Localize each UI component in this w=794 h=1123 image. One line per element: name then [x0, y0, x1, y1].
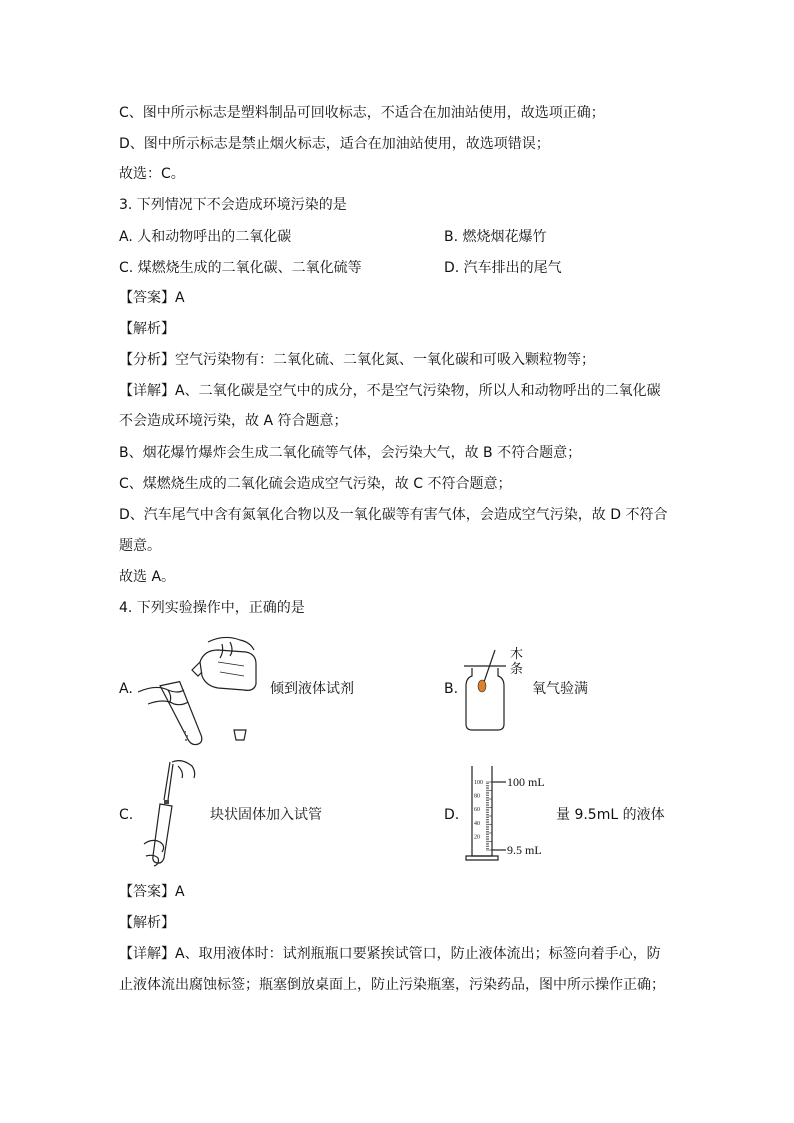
q4-option-b-letter: B. — [444, 681, 459, 697]
flame-icon — [478, 680, 486, 692]
q3-option-a: A. 人和动物呼出的二氧化碳 — [119, 229, 292, 245]
q3-option-c: C. 煤燃烧生成的二氧化碳、二氧化硫等 — [119, 260, 362, 276]
answer-line: 【答案】A — [119, 884, 185, 900]
text-line: 题意。 — [119, 538, 161, 554]
wood-stick-label: 木条 — [510, 647, 524, 677]
q3-option-b: B. 燃烧烟花爆竹 — [444, 229, 547, 245]
q4-option-d-caption: 量 9.5mL 的液体 — [556, 807, 665, 823]
text-line: D、汽车尾气中含有氮氧化合物以及一氧化碳等有害气体，会造成空气污染，故 D 不符合 — [119, 507, 668, 523]
q4-option-a-caption: 倾到液体试剂 — [270, 681, 354, 697]
text-line: C、图中所示标志是塑料制品可回收标志，不适合在加油站使用，故选项正确； — [119, 105, 605, 121]
cylinder-tick-label: 60 — [474, 807, 480, 814]
analysis-heading: 【解析】 — [119, 915, 175, 931]
cylinder-tick-label: 20 — [474, 834, 480, 841]
q4-option-c-letter: C. — [119, 807, 134, 823]
pouring-liquid-figure — [138, 632, 268, 750]
answer-line: 【答案】A — [119, 290, 185, 306]
text-line: 【分析】空气污染物有：二氧化硫、二氧化氮、一氧化碳和可吸入颗粒物等； — [119, 352, 595, 368]
q3-option-d: D. 汽车排出的尾气 — [444, 260, 562, 276]
q4-option-c-caption: 块状固体加入试管 — [210, 807, 322, 823]
q4-option-a-letter: A. — [119, 681, 133, 697]
text-line: 止液体流出腐蚀标签；瓶塞倒放桌面上，防止污染瓶塞，污染药品，图中所示操作正确； — [119, 977, 665, 993]
cylinder-tick-label: 40 — [474, 820, 480, 827]
analysis-heading: 【解析】 — [119, 321, 175, 337]
text-line: D、图中所示标志是禁止烟火标志，适合在加油站使用，故选项错误； — [119, 136, 550, 152]
text-line: 故选：C。 — [119, 166, 185, 182]
cylinder-bottom-label: 9.5 mL — [507, 843, 542, 857]
q4-option-b-caption: 氧气验满 — [532, 681, 588, 697]
text-line: C、煤燃烧生成的二氧化硫会造成空气污染，故 C 不符合题意； — [119, 476, 512, 492]
text-line: 【详解】A、取用液体时：试剂瓶瓶口要紧挨试管口，防止液体流出；标签向着手心，防 — [119, 946, 661, 962]
cylinder-top-label: 100 mL — [507, 775, 545, 789]
question-4: 4. 下列实验操作中，正确的是 — [119, 600, 305, 616]
text-line: B、烟花爆竹爆炸会生成二氧化硫等气体，会污染大气，故 B 不符合题意； — [119, 445, 582, 461]
cylinder-tick-label: 100 — [474, 780, 483, 786]
text-line: 故选 A。 — [119, 569, 176, 585]
graduated-cylinder-figure — [464, 762, 556, 866]
cylinder-tick-label: 80 — [474, 793, 480, 800]
text-line: 不会造成环境污染，故 A 符合题意； — [119, 413, 348, 429]
solid-into-tube-figure — [138, 758, 208, 870]
text-line: 【详解】A、二氧化碳是空气中的成分，不是空气污染物，所以人和动物呼出的二氧化碳 — [119, 383, 661, 399]
q4-option-d-letter: D. — [444, 807, 460, 823]
question-3: 3. 下列情况下不会造成环境污染的是 — [119, 197, 347, 213]
